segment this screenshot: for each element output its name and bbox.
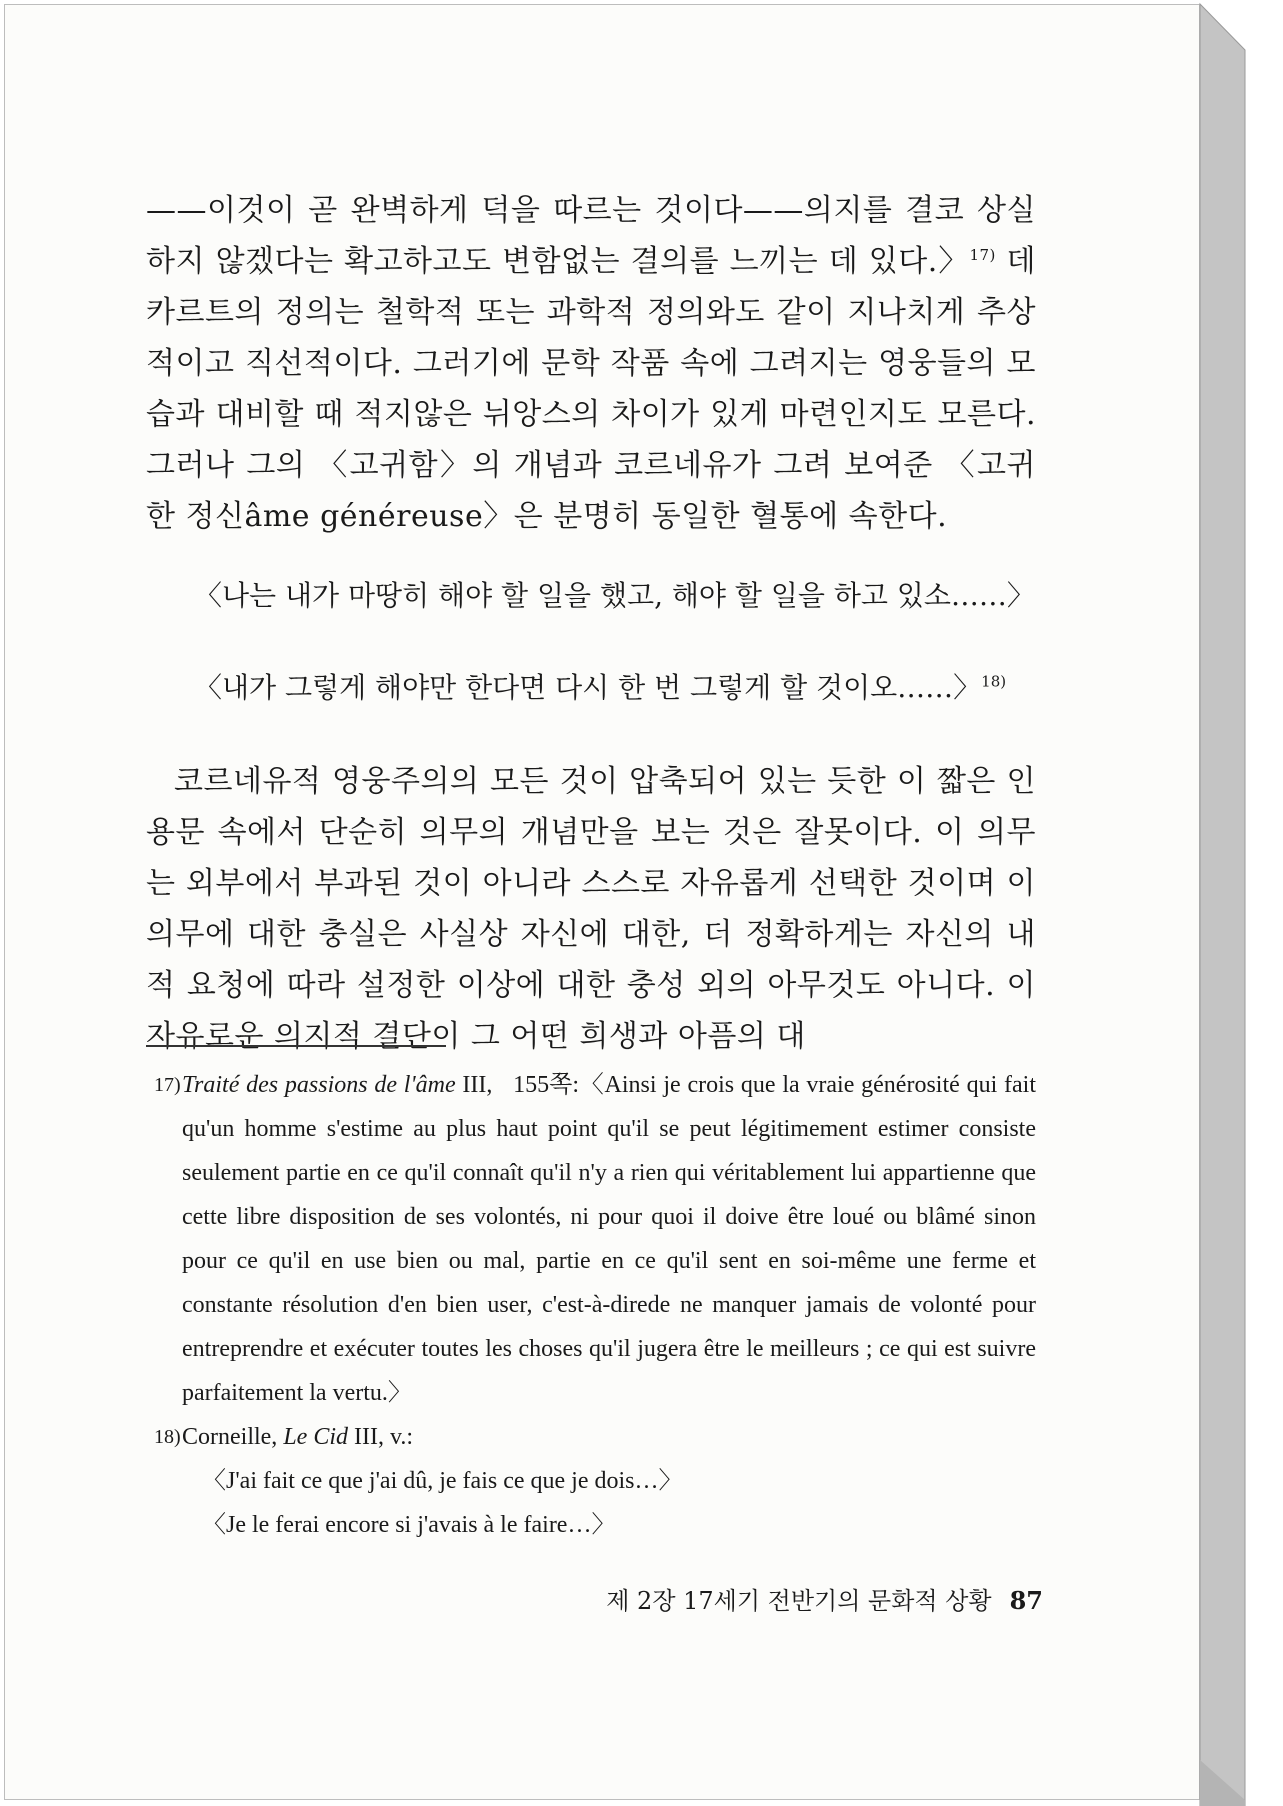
footnote-17-volume: III, (455, 1072, 493, 1098)
footnote-divider (146, 1045, 446, 1047)
chapter-title: 제 2장 17세기 전반기의 문화적 상황 (606, 1587, 992, 1615)
footnote-18-line-1: 〈J'ai fait ce que j'ai dû, je fais ce que je dois…〉 (202, 1468, 683, 1494)
footnote-18-line-2: 〈Je le ferai encore si j'avais à le faire…〉 (202, 1512, 616, 1538)
footnote-ref-17: 17) (969, 246, 996, 264)
footnote-17-title: Traité des passions de l'âme (182, 1072, 456, 1098)
footnote-17-number: 17) (154, 1074, 181, 1096)
paragraph-1-text: ——이것이 곧 완벽하게 덕을 따르는 것이다——의지를 결코 상실하지 않겠다는 확고하고도 변함없는 결의를 느끼는 데 있다.〉 (146, 193, 1036, 279)
paragraph-1-continuation: 데카르트의 정의는 철학적 또는 과학적 정의와도 같이 지나치게 추상적이고 직선적이다. 그러기에 문학 작품 속에 그려지는 영웅들의 모습과 대비할 때 적지않은 뉘앙스의 차이가 있게 마련인지도 모른다. 그러나 그의 〈고귀함〉의 개념과 코르네유가 그려 보여준 〈고귀한 정신âme généreuse〉은 분명히 동일한 혈통에 속한다. (146, 244, 1036, 534)
block-quote-1: 〈나는 내가 마땅히 해야 할 일을 했고, 해야 할 일을 하고 있소……〉 (194, 579, 1035, 612)
footnote-17-page: 155쪽: (513, 1072, 579, 1098)
footnote-18-volume: III, v.: (348, 1424, 414, 1450)
block-quote-2 (146, 668, 1036, 708)
footnote-18 (146, 1415, 1036, 1547)
page-number: 87 (1009, 1586, 1043, 1615)
footnote-ref-18: 18) (981, 672, 1007, 691)
paragraph-2: 코르네유적 영웅주의의 모든 것이 압축되어 있는 듯한 이 짧은 인용문 속에서 단순히 의무의 개념만을 보는 것은 잘못이다. 이 의무는 외부에서 부과된 것이 아니라 스스로 자유롭게 선택한 것이며 이 의무에 대한 충실은 사실상 자신에 대한, 더 정확하게는 자신의 내적 요청에 따라 설정한 이상에 대한 충성 외의 아무것도 아니다. 이 자유로운 의지적 결단이 그 어떤 희생과 아픔의 대 (146, 764, 1036, 1054)
footnotes (146, 1063, 1036, 1547)
main-text (146, 185, 1036, 1062)
footnote-18-number: 18) (154, 1426, 181, 1448)
paragraph-1 (146, 185, 1036, 542)
block-quote-2-text: 〈내가 그렇게 해야만 한다면 다시 한 번 그렇게 할 것이오……〉 (194, 671, 982, 704)
footnote-17 (146, 1063, 1036, 1415)
footnote-18-author: Corneille, (182, 1424, 278, 1450)
footnote-18-title: Le Cid (283, 1424, 348, 1450)
footnote-17-text: 〈Ainsi je crois que la vraie générosité qui fait qu'un homme s'estime au plus haut point qu'il se peut légitimement estimer consiste seulement partie en ce qu'il connaît qu'il n'y a rien qui véritablement lui appartienne que cette libre disposition de ses volontés, ni pour quoi il doive être loué ou blâmé sinon pour ce qu'il en use bien ou mal, partie en ce qu'il sent en soi-même une ferme et constante résolution d'en bien user, c'est-à-direde ne manquer jamais de volonté pour entreprendre et exécuter toutes les choses qu'il jugera être le meilleurs ; ce qui est suivre parfaitement la vertu.〉 (182, 1072, 1036, 1406)
running-footer (606, 1583, 1043, 1619)
